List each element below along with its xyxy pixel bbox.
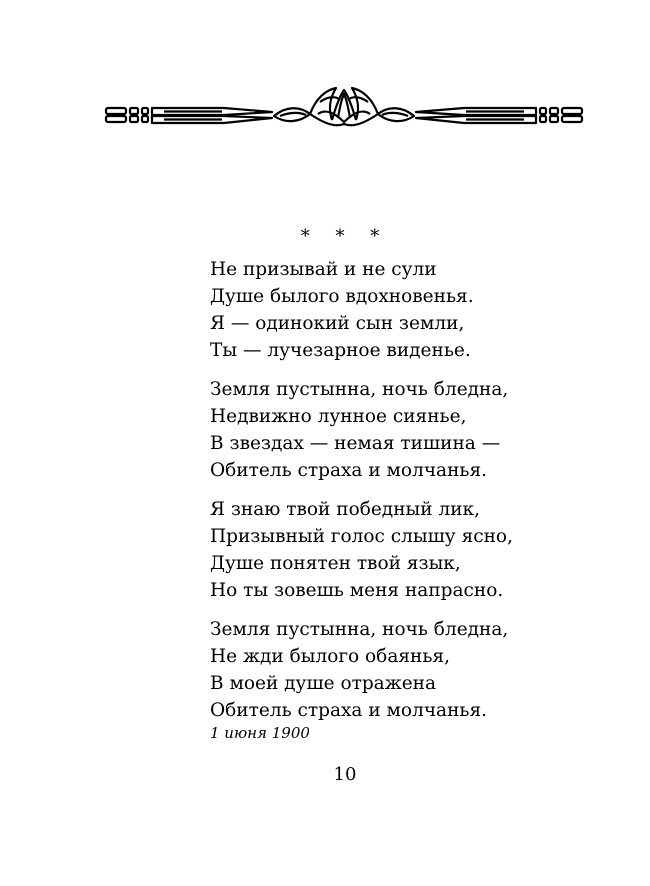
poem-body [210, 256, 513, 736]
stanza-1 [210, 256, 513, 364]
poem-line: Обитель страха и молчанья. [210, 700, 488, 721]
poem-line: Земля пустынна, ночь бледна, [210, 619, 509, 640]
poem-line: Но ты зовешь меня напрасно. [210, 580, 504, 601]
poem-line: Земля пустынна, ночь бледна, [210, 379, 509, 400]
headpiece-ornament-icon [104, 84, 584, 136]
poem-line: В звездах — немая тишина — [210, 433, 501, 454]
poem-date: 1 июня 1900 [210, 724, 310, 742]
poem-line: Душе былого вдохновенья. [210, 286, 474, 307]
poem-line: Не жди былого обаянья, [210, 646, 450, 667]
section-asterism: * * * [300, 226, 390, 247]
poem-line: В моей душе отражена [210, 673, 437, 694]
poem-line: Я знаю твой победный лик, [210, 499, 480, 520]
poem-line: Ты — лучезарное виденье. [210, 340, 471, 361]
poem-line: Призывный голос слышу ясно, [210, 526, 513, 547]
poem-line: Я — одинокий сын земли, [210, 313, 465, 334]
poem-line: Недвижно лунное сиянье, [210, 406, 467, 427]
poem-line: Обитель страха и молчанья. [210, 460, 488, 481]
stanza-4 [210, 616, 513, 724]
poem-line: Душе понятен твой язык, [210, 553, 461, 574]
poem-line: Не призывай и не сули [210, 259, 437, 280]
stanza-3 [210, 496, 513, 604]
stanza-2 [210, 376, 513, 484]
page-number: 10 [333, 764, 357, 785]
